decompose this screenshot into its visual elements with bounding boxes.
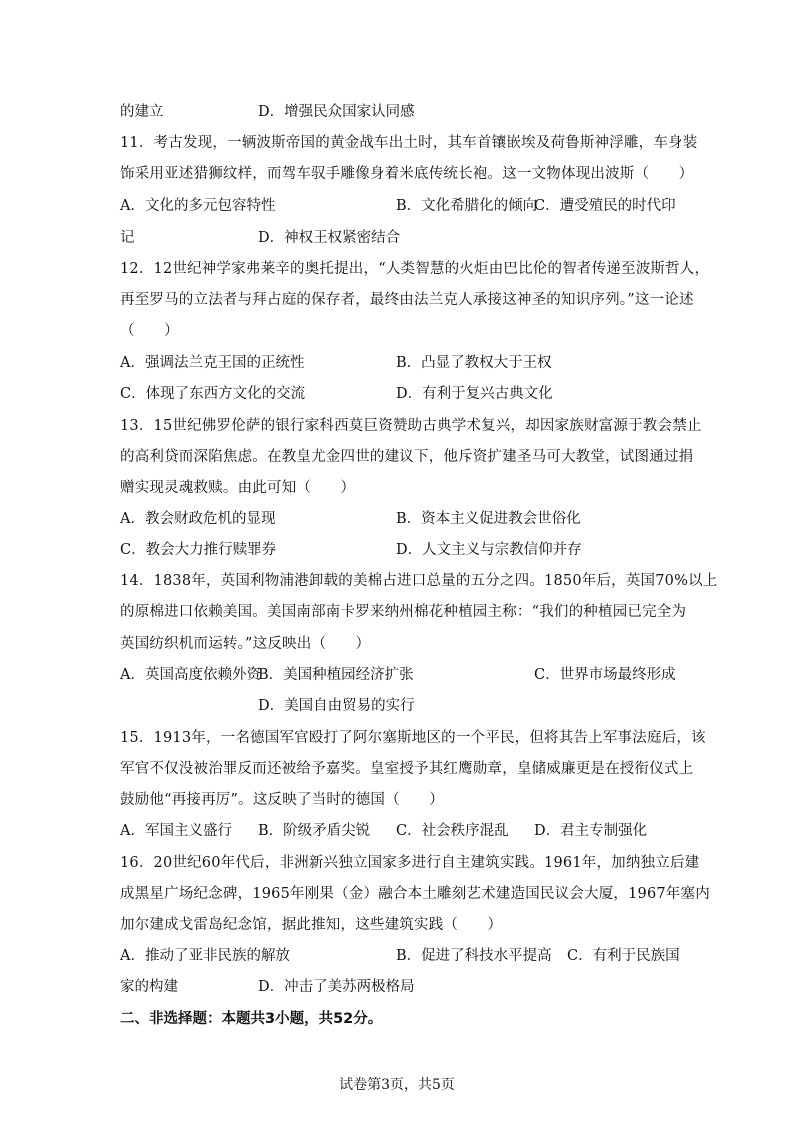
question-14-stem-line <box>120 570 718 592</box>
question-13-text: 赠实现灵魂救赎。由此可知（ ） <box>120 480 356 496</box>
option-b: B．凸显了教权大于王权 <box>396 355 552 371</box>
option-c: C．教会大力推行赎罪券 <box>120 542 277 558</box>
option-b: B．促进了科技水平提高 <box>396 948 552 964</box>
option-b: B．文化希腊化的倾向 <box>396 198 538 214</box>
question-12-text: 12．12世纪神学家弗莱辛的奥托提出，“人类智慧的火炬由巴比伦的智者传递至波斯哲人， <box>120 261 710 277</box>
question-11-text: 11．考古发现，一辆波斯帝国的黄金战车出土时，其车首镶嵌埃及荷鲁斯神浮雕，车身装 <box>120 135 698 151</box>
question-14-text: 的原棉进口依赖美国。美国南部南卡罗来纳州棉花种植园主称：“我们的种植园已完全为 <box>120 604 687 620</box>
option-d: D．美国自由贸易的实行 <box>258 698 415 714</box>
question-14-options-line <box>120 664 680 686</box>
question-13-options-line <box>120 508 680 530</box>
question-16-stem-line <box>120 914 680 936</box>
option-a: A．英国高度依赖外资 <box>120 667 261 683</box>
question-15-stem-line <box>120 758 694 780</box>
question-13-stem-line <box>120 477 680 499</box>
option-d: D．有利于复兴古典文化 <box>396 386 553 402</box>
option-c: C．世界市场最终形成 <box>534 667 676 683</box>
question-12-text: （ ） <box>120 323 179 339</box>
option-d: D．冲击了美苏两极格局 <box>258 979 415 995</box>
option-c: C．体现了东西方文化的交流 <box>120 386 306 402</box>
question-11-text: 饰采用亚述猎狮纹样，而驾车驭手雕像身着米底传统长袍。这一文物体现出波斯（ ） <box>120 166 694 182</box>
option-c-continuation: 记 <box>120 230 135 246</box>
question-11-stem-line <box>120 132 698 154</box>
question-16-stem-line <box>120 852 700 874</box>
page-footer: 试卷第3页，共5页 <box>339 1077 455 1093</box>
question-16-stem-line <box>120 883 710 905</box>
question-13-text: 的高利贷而深陷焦虑。在教皇尤金四世的建议下，他斥资扩建圣马可大教堂，试图通过捐 <box>120 449 694 465</box>
question-13-stem-line <box>120 446 694 468</box>
question-16-options-line <box>120 976 680 998</box>
option-d: D．君主专制强化 <box>534 823 648 839</box>
question-15-stem-line <box>120 727 706 749</box>
option-c: C．社会秩序混乱 <box>396 823 509 839</box>
question-14-text: 14．1838年，英国利物浦港卸载的美棉占进口总量的五分之四。1850年后，英国70%以上 <box>120 573 718 589</box>
option-b: B．资本主义促进教会世俗化 <box>396 511 581 527</box>
option-c: C．遭受殖民的时代印 <box>534 198 676 214</box>
question-15-text: 鼓励他“再接再厉”。这反映了当时的德国（ ） <box>120 792 444 808</box>
question-13-text: 13．15世纪佛罗伦萨的银行家科西莫巨资赞助古典学术复兴，却因家族财富源于教会禁止 <box>120 418 702 434</box>
option-a: A．军国主义盛行 <box>120 823 232 839</box>
continued-options-line <box>120 101 680 123</box>
section-heading-text: 二、非选择题：本题共3小题，共52分。 <box>120 1011 383 1027</box>
option-a: A．推动了亚非民族的解放 <box>120 948 290 964</box>
question-16-options-line <box>120 945 680 967</box>
option-d: D．增强民众国家认同感 <box>258 104 415 120</box>
question-11-stem-line <box>120 163 694 185</box>
question-14-stem-line <box>120 601 687 623</box>
question-14-stem-line <box>120 633 680 655</box>
option-a: A．教会财政危机的显现 <box>120 511 276 527</box>
question-12-text: 再至罗马的立法者与拜占庭的保存者，最终由法兰克人承接这神圣的知识序列。”这一论述 <box>120 292 694 308</box>
question-12-options-line <box>120 383 680 405</box>
question-12-options-line <box>120 352 680 374</box>
question-15-text: 军官不仅没被治罪反而还被给予嘉奖。皇室授予其红鹰勋章，皇储威廉更是在授衔仪式上 <box>120 761 694 777</box>
question-16-text: 16．20世纪60年代后，非洲新兴独立国家多进行自主建筑实践。1961年，加纳独立后建 <box>120 855 700 871</box>
question-14-options-line <box>120 695 680 717</box>
question-11-options-line <box>120 227 680 249</box>
question-15-text: 15．1913年，一名德国军官殴打了阿尔塞斯地区的一个平民，但将其告上军事法庭后，该 <box>120 730 706 746</box>
question-11-options-line <box>120 195 680 217</box>
question-12-stem-line <box>120 289 694 311</box>
option-continuation-text: 的建立 <box>120 104 164 120</box>
question-12-stem-line <box>120 320 680 342</box>
option-a: A．强调法兰克王国的正统性 <box>120 355 305 371</box>
question-13-options-line <box>120 539 680 561</box>
option-d: D．人文主义与宗教信仰并存 <box>396 542 582 558</box>
option-c-continuation: 家的构建 <box>120 979 178 995</box>
question-15-stem-line <box>120 789 680 811</box>
option-b: B．美国种植园经济扩张 <box>258 667 414 683</box>
option-d: D．神权王权紧密结合 <box>258 230 401 246</box>
question-12-stem-line <box>120 258 710 280</box>
question-14-text: 英国纺织机而运转。”这反映出（ ） <box>120 636 371 652</box>
option-c: C．有利于民族国 <box>567 948 680 964</box>
question-16-text: 加尔建成戈雷岛纪念馆，据此推知，这些建筑实践（ ） <box>120 917 503 933</box>
question-15-options-line <box>120 820 680 842</box>
option-a: A．文化的多元包容特性 <box>120 198 276 214</box>
question-16-text: 成黑星广场纪念碑，1965年刚果（金）融合本土雕刻艺术建造国民议会大厦，1967年塞内 <box>120 886 710 902</box>
section-heading <box>120 1008 680 1030</box>
question-13-stem-line <box>120 415 702 437</box>
option-b: B．阶级矛盾尖锐 <box>258 823 371 839</box>
